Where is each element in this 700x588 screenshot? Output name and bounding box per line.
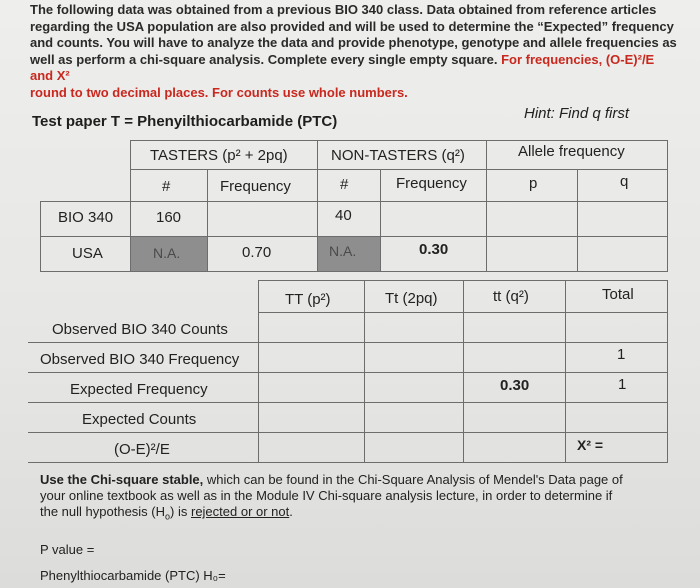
oe-tt-hetero-cell[interactable] [364, 432, 464, 463]
expected-counts-tt-hetero-cell[interactable] [364, 402, 464, 433]
expected-frequency-total: 1 [618, 376, 627, 393]
instructions-line-a-rest: which can be found in the Chi-Square Analysis of Mendel's Data page of [203, 472, 623, 487]
rejected-link[interactable]: rejected or or not [190, 504, 290, 519]
total-header: Total [602, 286, 634, 303]
p-value-label: P value = [40, 542, 95, 557]
observed-frequency-total: 1 [617, 346, 626, 363]
tt-recessive-header: tt (q²) [493, 288, 529, 305]
oe-label: (O-E)²/E [114, 441, 170, 458]
observed-counts-label: Observed BIO 340 Counts [52, 321, 228, 338]
nontasters-frequency-label: Frequency [396, 175, 467, 192]
bio340-nontasters-count: 40 [335, 207, 352, 224]
expected-counts-label: Expected Counts [82, 411, 197, 428]
expected-frequency-tt-dominant-cell[interactable] [258, 372, 365, 403]
nontasters-count-subheader-cell [317, 169, 381, 202]
bio340-p-cell[interactable] [486, 201, 578, 237]
usa-nontasters-frequency: 0.30 [419, 241, 449, 258]
rounding-instruction-continued: round to two decimal places. For counts use whole numbers. [30, 84, 408, 100]
usa-tasters-frequency: 0.70 [242, 244, 272, 261]
hypothesis-pre: the null hypothesis (H [40, 504, 166, 519]
instructions-line-4 [30, 52, 680, 85]
hypothesis-subscript: o [165, 511, 171, 522]
expected-counts-total-cell[interactable] [565, 402, 668, 433]
bio340-q-cell[interactable] [577, 201, 668, 237]
chi-square-label: X² = [577, 437, 604, 453]
tt-hetero-header: Tt (2pq) [385, 290, 438, 307]
rounding-instruction: For frequencies, (O-E)²/E and X² [30, 51, 655, 83]
p-label: p [529, 175, 538, 192]
instructions-line-1: The following data was obtained from a previous BIO 340 class. Data obtained from reference articles [30, 2, 657, 17]
expected-counts-tt-dominant-cell[interactable] [258, 402, 365, 433]
observed-counts-tt-recessive-cell[interactable] [463, 312, 566, 343]
observed-counts-tt-hetero-cell[interactable] [364, 312, 464, 343]
usa-p-cell[interactable] [486, 236, 578, 272]
instructions-paragraph [30, 2, 680, 101]
observed-frequency-tt-hetero-cell[interactable] [364, 342, 464, 373]
hypothesis-mid: ) is [170, 504, 191, 519]
observed-counts-tt-dominant-cell[interactable] [258, 312, 365, 343]
instructions-line-c [40, 504, 670, 525]
bio340-nontasters-frequency-cell[interactable] [380, 201, 487, 237]
chi-table-emphasis: Use the Chi-square stable, [40, 472, 204, 487]
observed-counts-total-cell[interactable] [565, 312, 668, 343]
expected-frequency-tt-recessive: 0.30 [500, 377, 530, 394]
tt-dominant-header: TT (p²) [285, 291, 331, 308]
tasters-header: TASTERS (p² + 2pq) [150, 147, 288, 164]
hint-text: Hint: Find q first [524, 105, 630, 122]
usa-nontasters-count: N.A. [329, 243, 357, 259]
hypothesis-end: . [289, 504, 293, 519]
usa-row-label: USA [72, 245, 103, 262]
observed-frequency-tt-recessive-cell[interactable] [463, 342, 566, 373]
instructions-line-4-text: well as perform a chi-square analysis. Complete every single empty square. [30, 51, 502, 67]
oe-tt-recessive-cell[interactable] [463, 432, 566, 463]
usa-q-cell[interactable] [577, 236, 668, 272]
bio340-tasters-frequency-cell[interactable] [207, 201, 318, 237]
expected-counts-tt-recessive-cell[interactable] [463, 402, 566, 433]
h0-label: Phenylthiocarbamide (PTC) H₀= [40, 568, 226, 583]
oe-tt-dominant-cell[interactable] [258, 432, 365, 463]
instructions-line-3: and counts. You will have to analyze the data and provide phenotype, genotype and allele frequencies as [30, 35, 677, 50]
instructions-line-2: regarding the USA population are also provided and will be used to determine the “Expected” frequency [30, 18, 674, 34]
tasters-count-symbol: # [162, 178, 171, 195]
q-label: q [620, 173, 629, 190]
bio340-row-label: BIO 340 [58, 209, 114, 226]
expected-frequency-total-cell [565, 372, 668, 403]
nontasters-count-symbol: # [340, 176, 349, 193]
instructions-line-b: your online textbook as well as in the Module IV Chi-square analysis lecture, in order to determine if [40, 488, 613, 503]
nontasters-header: NON-TASTERS (q²) [331, 147, 465, 164]
instructions-line-a [40, 472, 670, 488]
expected-frequency-label: Expected Frequency [70, 381, 208, 398]
observed-frequency-tt-dominant-cell[interactable] [258, 342, 365, 373]
bio340-tasters-count: 160 [156, 209, 182, 226]
expected-frequency-tt-hetero-cell[interactable] [364, 372, 464, 403]
chi-square-instructions [40, 472, 670, 525]
test-title: Test paper T = Phenyilthiocarbamide (PTC) [32, 113, 338, 130]
allele-header: Allele frequency [518, 143, 625, 160]
observed-frequency-label: Observed BIO 340 Frequency [40, 351, 240, 368]
tasters-frequency-label: Frequency [220, 178, 291, 195]
usa-tasters-count: N.A. [153, 245, 181, 261]
